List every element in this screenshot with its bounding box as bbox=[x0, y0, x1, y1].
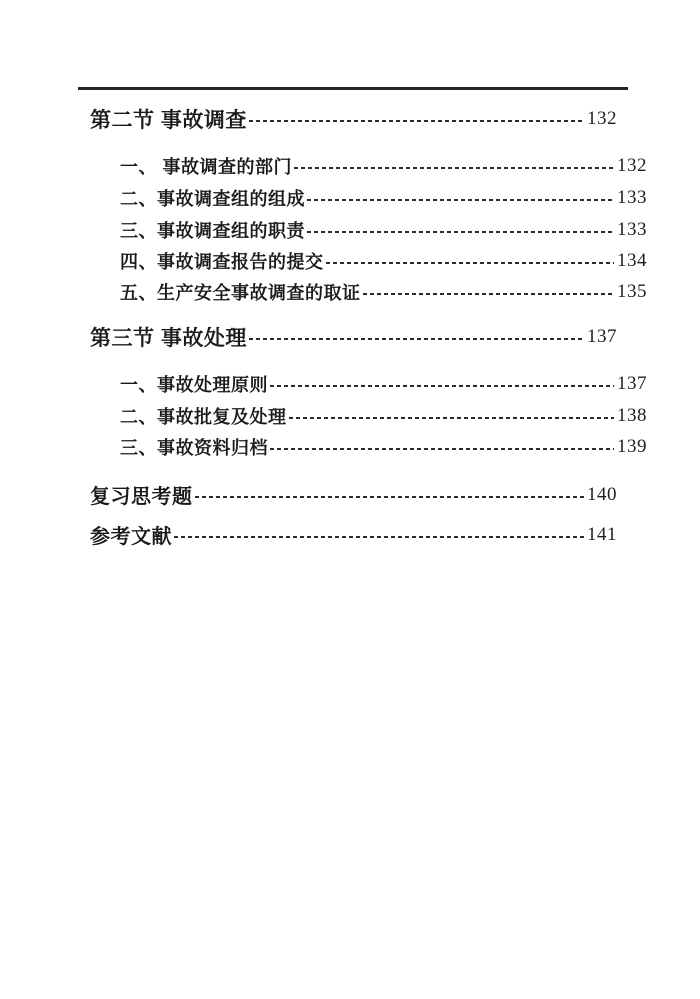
toc-entry-page: 139 bbox=[617, 436, 647, 457]
toc-entry-item bbox=[90, 185, 647, 211]
toc-entry-page: 134 bbox=[617, 250, 647, 271]
toc-entry-label: 三、事故调查组的职责 bbox=[120, 221, 305, 241]
dash-leader bbox=[326, 262, 615, 264]
toc-entry-item bbox=[90, 403, 647, 429]
toc-entry-item bbox=[90, 371, 647, 397]
toc-entry-item bbox=[90, 279, 647, 305]
toc-entry-page: 132 bbox=[587, 108, 617, 129]
toc-entry-page: 132 bbox=[617, 155, 647, 176]
toc-entry-page: 137 bbox=[587, 326, 617, 347]
toc-entry-label: 参考文献 bbox=[90, 526, 172, 548]
toc-entry-page: 138 bbox=[617, 405, 647, 426]
dash-leader bbox=[249, 120, 584, 122]
toc-entry-page: 141 bbox=[587, 523, 617, 545]
toc-entry-label: 二、事故批复及处理 bbox=[120, 407, 287, 427]
toc-entry-label: 三、事故资料归档 bbox=[120, 438, 268, 458]
dash-leader bbox=[270, 448, 614, 450]
toc-entry-label: 复习思考题 bbox=[90, 486, 193, 508]
toc-entry-page: 137 bbox=[617, 373, 647, 394]
toc-entry-label: 一、事故处理原则 bbox=[120, 375, 268, 395]
toc-entry-label: 四、事故调查报告的提交 bbox=[120, 252, 324, 272]
toc-entry-label: 二、事故调查组的组成 bbox=[120, 189, 305, 209]
header-rule bbox=[78, 87, 628, 90]
toc-entry-item bbox=[90, 248, 647, 274]
toc-entry-page: 133 bbox=[617, 219, 647, 240]
toc-entry-tail bbox=[90, 520, 617, 549]
toc-entry-tail bbox=[90, 480, 617, 509]
dash-leader bbox=[289, 417, 615, 419]
dash-leader bbox=[307, 231, 614, 233]
dash-leader bbox=[270, 385, 614, 387]
toc-entry-section bbox=[90, 322, 617, 352]
dash-leader bbox=[249, 338, 584, 340]
toc-entry-page: 133 bbox=[617, 187, 647, 208]
dash-leader bbox=[307, 199, 614, 201]
toc-entry-item bbox=[90, 434, 647, 460]
toc-entry-section bbox=[90, 104, 617, 134]
toc-entry-page: 140 bbox=[587, 483, 617, 505]
dash-leader bbox=[294, 167, 614, 169]
toc-entry-item bbox=[90, 217, 647, 243]
dash-leader bbox=[363, 293, 615, 295]
dash-leader bbox=[195, 496, 585, 498]
toc-entry-label: 五、生产安全事故调查的取证 bbox=[120, 283, 361, 303]
toc-entry-label: 第二节 事故调查 bbox=[90, 109, 247, 132]
dash-leader bbox=[174, 536, 584, 538]
toc-entry-page: 135 bbox=[617, 281, 647, 302]
toc-entry-label: 一、 事故调查的部门 bbox=[120, 157, 293, 177]
toc-entry-item bbox=[90, 153, 647, 179]
toc-entry-label: 第三节 事故处理 bbox=[90, 327, 247, 350]
